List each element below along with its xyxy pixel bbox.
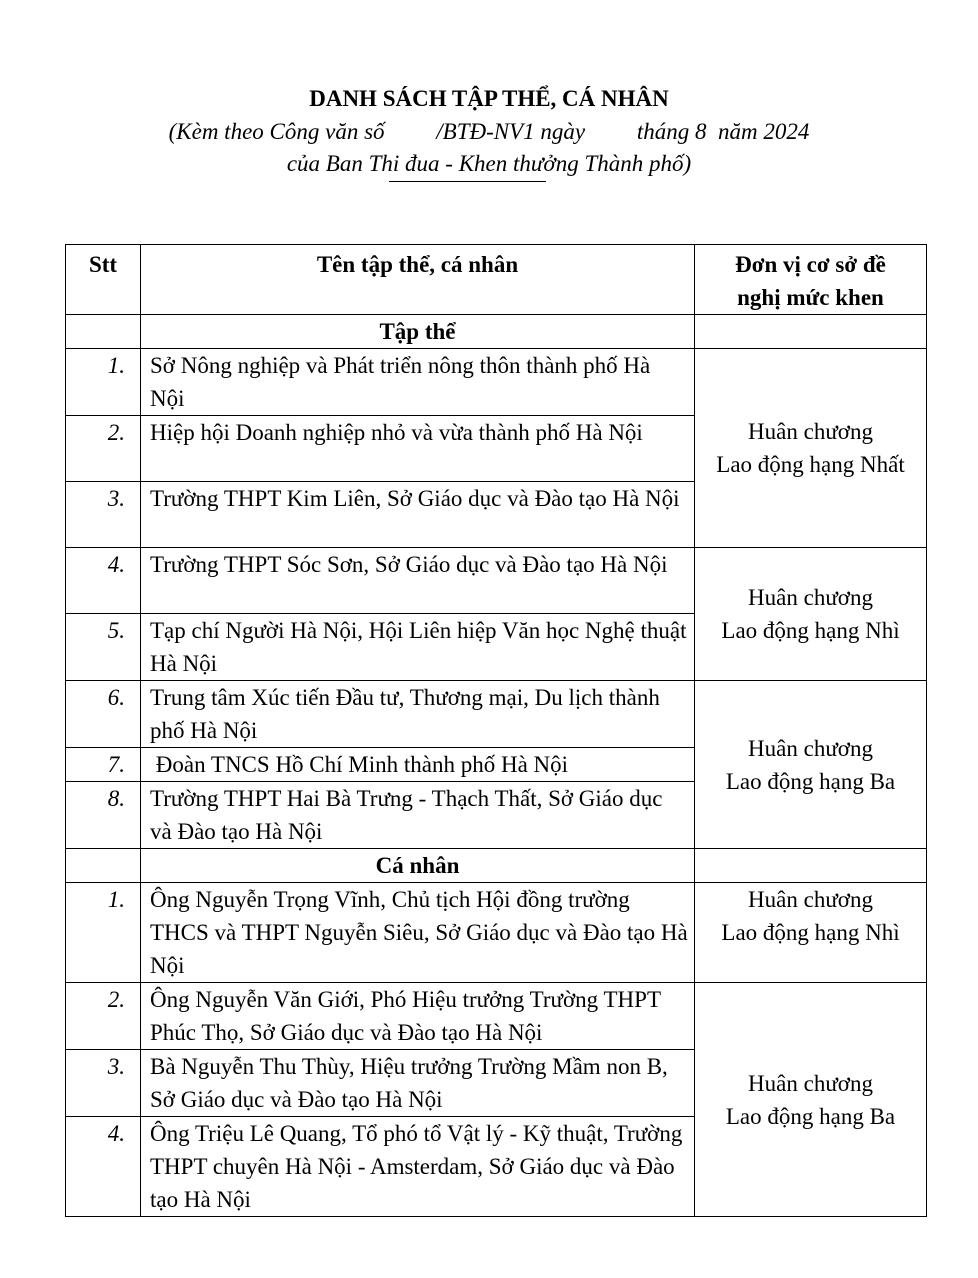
document-title: DANH SÁCH TẬP THỂ, CÁ NHÂN [309,86,669,111]
row-name: Trường THPT Kim Liên, Sở Giáo dục và Đào tạo Hà Nội [141,482,695,548]
award-line1: Huân chương [748,419,873,444]
row-name: Ông Triệu Lê Quang, Tổ phó tổ Vật lý - Kỹ thuật, Trường THPT chuyên Hà Nội - Amsterdam, Sở Giáo dục và Đào tạo Hà Nội [141,1117,695,1217]
row-stt: 3. [66,1050,141,1117]
award-line1: Huân chương [748,887,873,912]
row-stt: 1. [66,349,141,416]
table-header-row [66,245,927,315]
award-cell-individual-third-class [695,983,927,1217]
column-header-award-line1: Đơn vị cơ sở đề [735,252,886,277]
table-row [66,983,927,1050]
row-name: Bà Nguyễn Thu Thùy, Hiệu trưởng Trường Mầm non B, Sở Giáo dục và Đào tạo Hà Nội [141,1050,695,1117]
table-row [66,349,927,416]
row-stt: 8. [66,782,141,849]
award-line2: Lao động hạng Nhì [721,920,900,945]
row-stt: 7. [66,748,141,782]
column-header-name: Tên tập thể, cá nhân [141,245,695,315]
table-row [66,883,927,983]
award-line2: Lao động hạng Nhì [721,618,900,643]
award-line2: Lao động hạng Ba [725,768,896,794]
subtitle-underline [389,181,546,182]
column-header-award-line2: nghị mức khen [737,285,884,310]
row-name: Trường THPT Hai Bà Trưng - Thạch Thất, Sở Giáo dục và Đào tạo Hà Nội [141,782,695,849]
document-subtitle-line2: của Ban Thi đua - Khen thưởng Thành phố) [286,151,692,176]
row-name: Hiệp hội Doanh nghiệp nhỏ và vừa thành phố Hà Nội [141,416,695,482]
row-stt: 5. [66,614,141,681]
row-name: Trung tâm Xúc tiến Đầu tư, Thương mại, Du lịch thành phố Hà Nội [141,681,695,748]
column-header-award [695,245,927,315]
table-row [66,548,927,614]
section-row-collective [66,315,927,349]
row-stt: 6. [66,681,141,748]
row-name: Ông Nguyễn Trọng Vĩnh, Chủ tịch Hội đồng trường THCS và THPT Nguyễn Siêu, Sở Giáo dục và Đào tạo Hà Nội [141,883,695,983]
table-row [66,681,927,748]
award-cell-third-class [695,681,927,849]
award-cell-first-class [695,349,927,548]
row-stt: 1. [66,883,141,983]
row-name: Đoàn TNCS Hồ Chí Minh thành phố Hà Nội [141,748,695,782]
award-cell-individual-second-class [695,883,927,983]
row-name: Sở Nông nghiệp và Phát triển nông thôn thành phố Hà Nội [141,349,695,416]
row-stt: 4. [66,1117,141,1217]
award-cell-second-class [695,548,927,681]
row-stt: 3. [66,482,141,548]
award-line1: Huân chương [748,585,873,610]
section-heading-individual: Cá nhân [141,849,695,883]
row-stt: 2. [66,983,141,1050]
document-subtitle-line1: (Kèm theo Công văn số /BTĐ-NV1 ngày tháng 8 năm 2024 [168,119,810,144]
section-heading-collective: Tập thể [141,315,695,349]
award-list-table [65,244,927,1217]
award-line2: Lao động hạng Ba [725,1103,896,1129]
section-row-individual [66,849,927,883]
award-line1: Huân chương [748,1070,873,1096]
row-stt: 2. [66,416,141,482]
row-stt: 4. [66,548,141,614]
row-name: Trường THPT Sóc Sơn, Sở Giáo dục và Đào tạo Hà Nội [141,548,695,614]
column-header-stt: Stt [66,245,141,315]
award-line1: Huân chương [748,735,873,761]
award-line2: Lao động hạng Nhất [716,452,905,477]
row-name: Tạp chí Người Hà Nội, Hội Liên hiệp Văn học Nghệ thuật Hà Nội [141,614,695,681]
row-name: Ông Nguyễn Văn Giới, Phó Hiệu trưởng Trường THPT Phúc Thọ, Sở Giáo dục và Đào tạo Hà Nội [141,983,695,1050]
